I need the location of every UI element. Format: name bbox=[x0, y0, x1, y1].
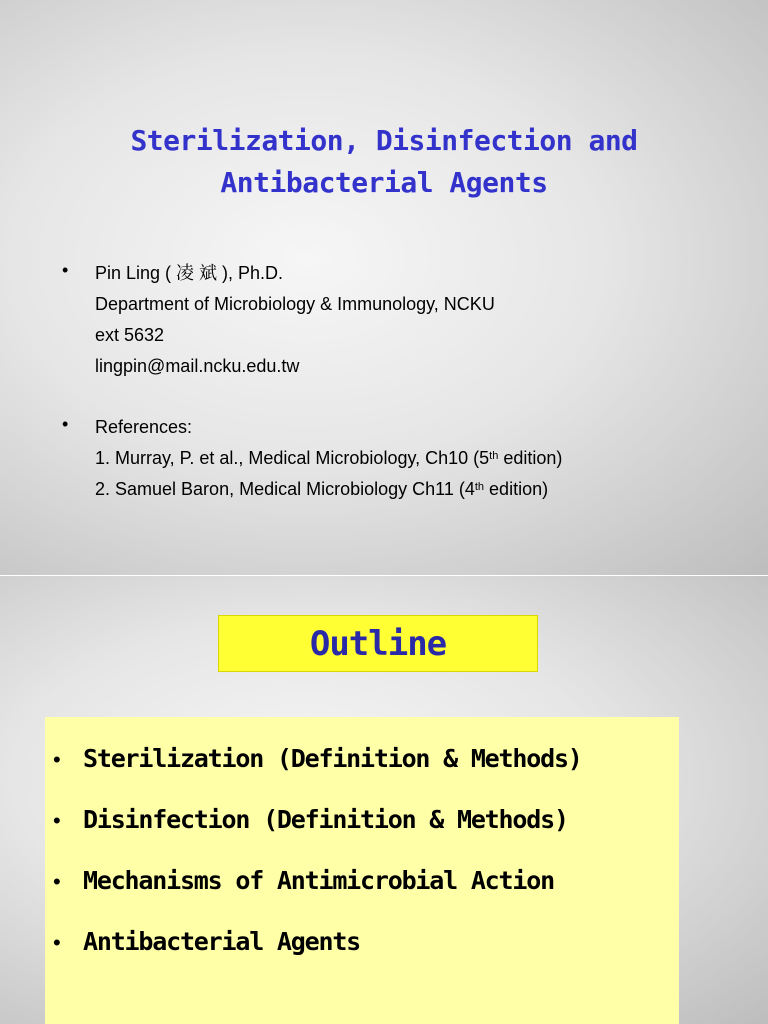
bullet-marker: • bbox=[53, 930, 61, 955]
slide-title-heading bbox=[0, 120, 768, 204]
outline-item: • Disinfection (Definition & Methods) bbox=[53, 800, 568, 840]
author-name: Pin Ling ( 凌 斌 ), Ph.D. bbox=[95, 263, 284, 283]
outline-item: • Mechanisms of Antimicrobial Action bbox=[53, 861, 554, 901]
outline-item: • Sterilization (Definition & Methods) bbox=[53, 739, 582, 779]
reference-1: 1. Murray, P. et al., Medical Microbiology, Ch10 (5th edition) bbox=[95, 448, 563, 468]
bullet-marker: • bbox=[53, 808, 61, 833]
author-ext: ext 5632 bbox=[95, 325, 165, 345]
slide-outline bbox=[0, 576, 768, 1024]
outline-items-box bbox=[45, 717, 679, 1024]
bullet-marker: • bbox=[53, 747, 61, 772]
bullet-marker: • bbox=[62, 260, 69, 280]
title-line-2: Antibacterial Agents bbox=[220, 166, 548, 199]
title-line-1: Sterilization, Disinfection and bbox=[130, 124, 638, 157]
outline-title-box bbox=[218, 615, 538, 672]
outline-item: • Antibacterial Agents bbox=[53, 922, 360, 962]
reference-2: 2. Samuel Baron, Medical Microbiology Ch11 (4th edition) bbox=[95, 479, 549, 499]
outline-title: Outline bbox=[309, 623, 447, 664]
author-department: Department of Microbiology & Immunology, NCKU bbox=[95, 294, 495, 314]
bullet-marker: • bbox=[62, 414, 69, 434]
references-label: References: bbox=[95, 417, 193, 437]
bullet-marker: • bbox=[53, 869, 61, 894]
author-email: lingpin@mail.ncku.edu.tw bbox=[95, 356, 300, 376]
